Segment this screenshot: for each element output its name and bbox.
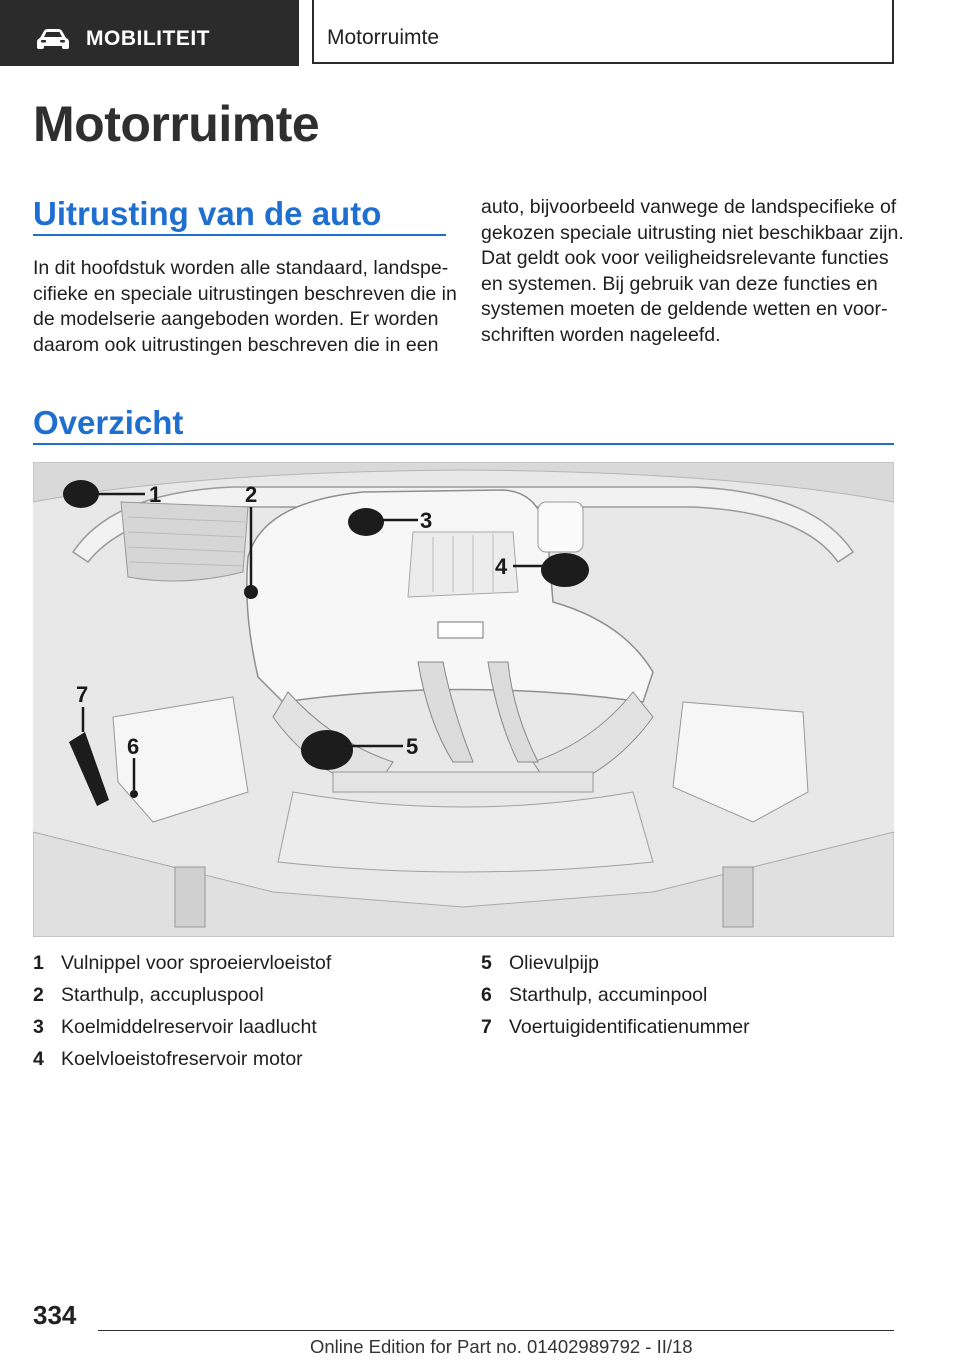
text-line: gekozen speciale uitrusting niet beschikbaar zijn.	[481, 221, 904, 244]
legend-number: 3	[33, 1016, 44, 1038]
footer-rule	[98, 1330, 894, 1331]
text-line: Dat geldt ook voor veiligheidsrelevante functies	[481, 247, 889, 269]
legend-text: Koelmiddelreservoir laadlucht	[61, 1016, 317, 1038]
car-icon	[36, 28, 70, 50]
section-label: MOBILITEIT	[86, 27, 210, 50]
legend-text: Koelvloeistofreservoir motor	[61, 1048, 303, 1070]
text-line: de modelserie aangeboden worden. Er worden	[33, 308, 439, 330]
legend-number: 4	[33, 1048, 44, 1070]
callout-7: 7	[76, 682, 89, 707]
legend-text: Starthulp, accupluspool	[61, 984, 264, 1006]
callout-3: 3	[420, 508, 433, 533]
section-tab	[0, 0, 299, 66]
overview-heading-rule	[33, 443, 894, 445]
overview-heading: Overzicht	[33, 404, 184, 441]
legend-text: Voertuigidentificatienummer	[509, 1016, 750, 1038]
callout-2: 2	[245, 482, 258, 507]
legend-number: 5	[481, 952, 492, 974]
callout-1: 1	[149, 482, 162, 507]
page-title: Motorruimte	[33, 96, 320, 152]
legend-text: Olievulpijp	[509, 952, 599, 974]
callout-4: 4	[495, 554, 508, 579]
equipment-heading-rule	[33, 234, 446, 236]
legend-number: 7	[481, 1016, 492, 1038]
text-line: cifieke en speciale uitrustingen beschreven die in	[33, 282, 457, 305]
page-number: 334	[33, 1300, 77, 1330]
legend-number: 2	[33, 984, 44, 1006]
chapter-title: Motorruimte	[327, 26, 440, 49]
equipment-text-col1	[33, 256, 457, 358]
text-line: systemen moeten de geldende wetten en voor-	[481, 298, 888, 320]
text-line: In dit hoofdstuk worden alle standaard, landspe-	[33, 257, 449, 279]
text-line: schriften worden nageleefd.	[481, 323, 721, 346]
equipment-text-col2	[481, 195, 904, 348]
text-line: en systemen. Bij gebruik van deze functies en	[481, 272, 878, 295]
equipment-heading: Uitrusting van de auto	[33, 195, 382, 232]
callout-6: 6	[127, 734, 140, 759]
engine-bay-illustration	[33, 462, 894, 937]
legend-number: 1	[33, 952, 44, 974]
legend-text: Vulnippel voor sproeiervloeistof	[61, 952, 332, 974]
callout-5: 5	[406, 734, 419, 759]
legend-text: Starthulp, accuminpool	[509, 984, 708, 1006]
edition-note: Online Edition for Part no. 01402989792 - II/18	[310, 1336, 693, 1357]
chapter-title-box	[312, 0, 894, 64]
text-line: auto, bijvoorbeeld vanwege de landspecifieke of	[481, 196, 897, 218]
text-line: daarom ook uitrustingen beschreven die in een	[33, 333, 439, 356]
legend-number: 6	[481, 984, 492, 1006]
engine-bay-drawing	[33, 462, 894, 937]
